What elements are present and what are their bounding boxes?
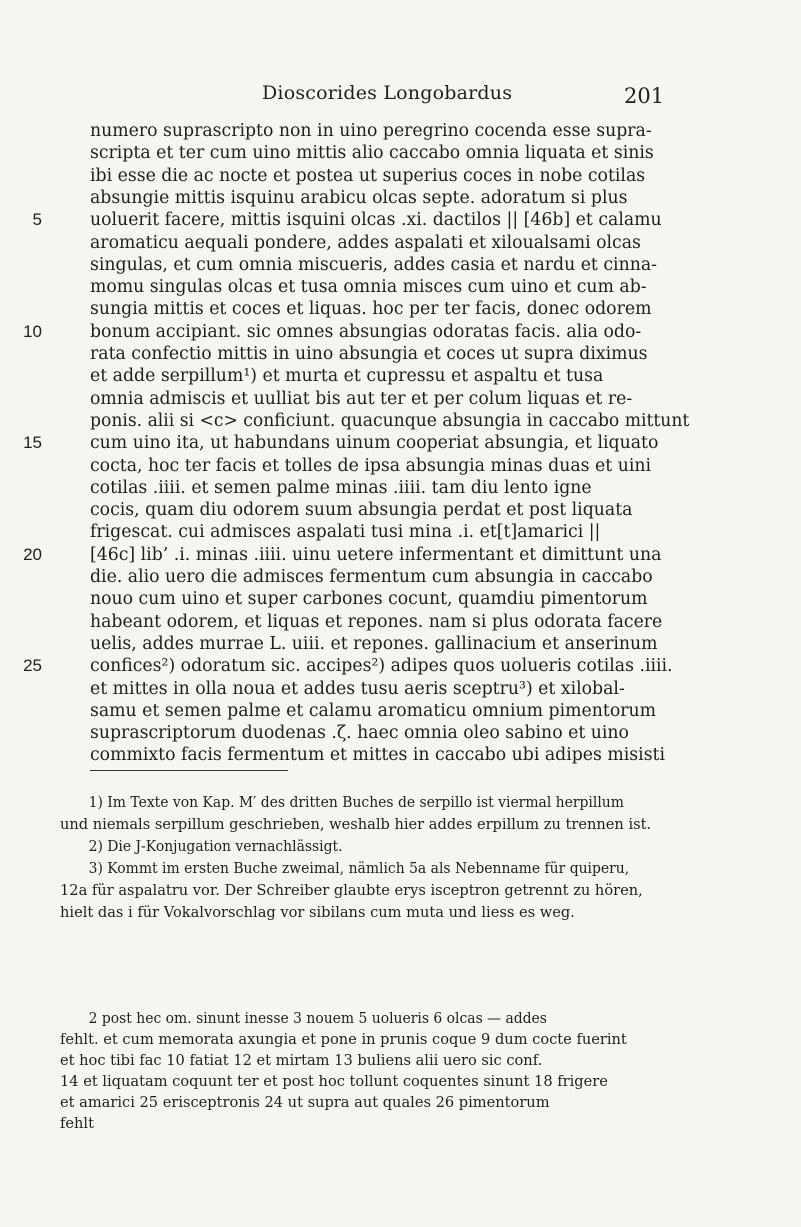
line-text: habeant odorem, et liquas et repones. nam si plus odorata facere: [90, 611, 663, 632]
footnote-line: 2) Die J-Konjugation vernachlässigt.: [88, 838, 343, 855]
line-text: nouo cum uino et super carbones cocunt, quamdiu pimentorum: [90, 589, 648, 610]
footnote-line: hielt das i für Vokalvorschlag vor sibilans cum muta und liess es weg.: [60, 904, 575, 921]
apparatus-line: fehlt: [60, 1115, 94, 1132]
line-text: samu et semen palme et calamu aromaticu omnium pimentorum: [90, 700, 657, 721]
line-text: et adde serpillum¹) et murta et cupressu et aspaltu et tusa: [90, 366, 604, 387]
line-text: bonum accipiant. sic omnes absungias odoratas facis. alia odo-: [90, 321, 642, 342]
apparatus-line: et amarici 25 erisceptronis 24 ut supra aut quales 26 pimentorum: [60, 1094, 550, 1111]
line-text: absungie mittis isquinu arabicu olcas septe. adoratum si plus: [90, 187, 628, 208]
line-text: sungia mittis et coces et liquas. hoc per ter facis, donec odorem: [90, 299, 652, 320]
line-text: momu singulas olcas et tusa omnia misces cum uino et cum ab-: [90, 277, 647, 298]
line-text: commixto facis fermentum et mittes in caccabo ubi adipes misisti: [90, 745, 666, 766]
line-text: cum uino ita, ut habundans uinum cooperiat absungia, et liquato: [90, 433, 659, 454]
line-text: cocis, quam diu odorem suum absungia perdat et post liquata: [90, 500, 633, 521]
line-text: confices²) odoratum sic. accipes²) adipes quos uolueris cotilas .iiii.: [90, 656, 673, 677]
line-number: 5: [32, 210, 42, 230]
line-text: uelis, addes murrae L. uiii. et repones. gallinacium et anserinum: [90, 633, 658, 654]
line-text: ponis. alii si <c> conficiunt. quacunque absungia in caccabo mittunt: [90, 410, 690, 431]
line-text: omnia admiscis et uulliat bis aut ter et per colum liquas et re-: [90, 388, 633, 409]
running-head: [0, 82, 801, 112]
line-text: die. alio uero die admisces fermentum cum absungia in caccabo: [90, 567, 653, 587]
line-text: cotilas .iiii. et semen palme minas .iiii. tam diu lento igne: [90, 477, 592, 498]
line-text: frigescat. cui admisces aspalati tusi mina .i. et[t]amarici ||: [90, 522, 601, 543]
footnote-line: und niemals serpillum geschrieben, weshalb hier addes erpillum zu trennen ist.: [60, 816, 652, 833]
line-text: uoluerit facere, mittis isquini olcas .xi. dactilos || [46b] et calamu: [90, 210, 662, 231]
apparatus-line: et hoc tibi fac 10 fatiat 12 et mirtam 13 buliens alii uero sic conf.: [60, 1052, 543, 1069]
line-text: [46c] lib’ .i. minas .iiii. uinu uetere infermentant et dimittunt una: [90, 544, 662, 565]
line-number: 20: [23, 544, 42, 564]
footnotes: [60, 792, 700, 924]
apparatus-line: 2 post hec om. sinunt inesse 3 nouem 5 uolueris 6 olcas — addes: [88, 1010, 547, 1027]
apparatus-line: 14 et liquatam coquunt ter et post hoc tollunt coquentes sinunt 18 frigere: [60, 1073, 608, 1090]
line-text: singulas, et cum omnia miscueris, addes casia et nardu et cinna-: [90, 254, 657, 275]
line-text: rata confectio mittis in uino absungia et coces ut supra diximus: [90, 344, 648, 364]
footnote-line: 3) Kommt im ersten Buche zweimal, nämlich 5a als Nebenname für quiperu,: [88, 860, 630, 877]
line-text: ibi esse die ac nocte et postea ut superius coces in nobe cotilas: [90, 165, 646, 186]
text-line: [90, 742, 690, 768]
line-number: 15: [23, 433, 42, 453]
line-text: cocta, hoc ter facis et tolles de ipsa absungia minas duas et uini: [90, 455, 652, 476]
apparatus-line: fehlt. et cum memorata axungia et pone in prunis coque 9 dum cocte fuerint: [60, 1031, 627, 1048]
critical-apparatus: [60, 1008, 700, 1134]
line-text: suprascriptorum duodenas .ζ. haec omnia oleo sabino et uino: [90, 723, 629, 744]
line-text: scripta et ter cum uino mittis alio caccabo omnia liquata et sinis: [90, 143, 654, 164]
line-text: numero suprascripto non in uino peregrino cocenda esse supra-: [90, 121, 652, 141]
line-text: aromaticu aequali pondere, addes aspalati et xiloualsami olcas: [90, 232, 641, 253]
line-number: 25: [23, 656, 42, 676]
footnote-separator: [90, 770, 288, 771]
line-number: 10: [23, 321, 42, 341]
page-number: 201: [624, 84, 665, 108]
footnote-line: 12a für aspalatru vor. Der Schreiber glaubte erys isceptron getrennt zu hören,: [60, 882, 643, 899]
footnote-line: 1) Im Texte von Kap. M′ des dritten Buches de serpillo ist viermal herpillum: [88, 794, 624, 811]
line-text: et mittes in olla noua et addes tusu aeris sceptru³) et xilobal-: [90, 678, 625, 699]
running-title: Dioscorides Longobardus: [262, 82, 513, 104]
